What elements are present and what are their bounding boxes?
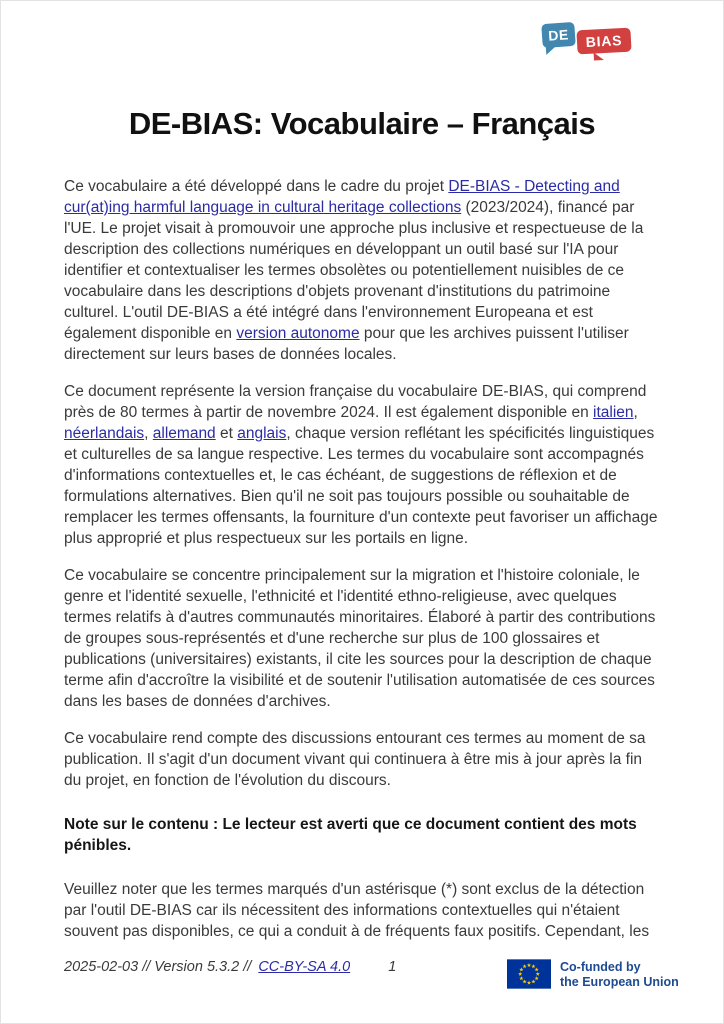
text-run: , [144, 425, 153, 442]
inline-link[interactable]: version autonome [236, 325, 360, 342]
page-title: DE-BIAS: Vocabulaire – Français [128, 106, 596, 141]
logo-de-text: DE [547, 26, 570, 44]
text-run: , [633, 404, 638, 421]
paragraph-project-intro [64, 176, 660, 365]
logo-bias-text: BIAS [585, 32, 623, 50]
paragraph-french-version [64, 381, 660, 549]
eu-badge-line2: the European Union [560, 975, 679, 989]
eu-badge-line1: Co-funded by [560, 960, 641, 974]
logo-de-bubble [541, 22, 576, 48]
text-run: et [215, 425, 238, 442]
text-run: Ce vocabulaire se concentre principalement sur la migration et l'histoire coloniale, le genre et l'identité sexuelle, l'ethnicité et l'identité ethno-religieuse, avec quelques termes relatifs à d'autres communautés minoritaires. Élaboré à partir des contributions de groupes sous-représentés et d'une recherche sur plus de 100 glossaires et publications (universitaires) existants, il cite les sources pour la description de chaque terme afin d'accroître la visibilité et de soutenir l'utilisation automatisée de ces sources dans les bases de données d'archives. [64, 567, 656, 710]
text-run: Ce document représente la version française du vocabulaire DE-BIAS, qui comprend près de 80 termes à partir de novembre 2024. Il est également disponible en [64, 383, 647, 421]
page-footer [64, 959, 396, 975]
inline-link[interactable]: néerlandais [64, 425, 145, 442]
text-run: (2023/2024), financé par l'UE. Le projet visait à promouvoir une approche plus inclusive et respectueuse de la description des collections numériques en développant un outil basé sur l'IA pour identifier et contextualiser les termes obsolètes ou potentiellement nuisibles de ce vocabulaire dans les descriptions d'objets provenant d'institutions du patrimoine culturel. L'outil DE-BIAS a été intégré dans l'environnement Europeana et est également disponible en [64, 199, 644, 342]
text-run: Ce vocabulaire rend compte des discussions entourant ces termes au moment de sa publication. Il s'agit d'un document vivant qui continuera à être mis à jour après la fin du projet, en fonction de l'évolution du discours. [64, 730, 646, 789]
license-link[interactable]: CC-BY-SA 4.0 [258, 959, 351, 975]
eu-funding-badge [507, 959, 679, 990]
document-body [64, 176, 660, 942]
bold-text: Note sur le contenu : Le lecteur est averti que ce document contient des mots pénibles. [64, 816, 637, 854]
inline-link[interactable]: anglais [237, 425, 287, 442]
paragraph-asterisk-note [64, 879, 660, 942]
eu-flag-icon [507, 959, 551, 989]
text-run: Veuillez noter que les termes marqués d'un astérisque (*) sont exclus de la détection par l'outil DE-BIAS car ils nécessitent des informations contextuelles qui n'étaient souvent pas disponibles, ce qui a conduit à de fréquents faux positifs. Cependant, les [64, 881, 650, 940]
paragraph-scope [64, 565, 660, 712]
de-bias-logo [542, 21, 642, 63]
footer-date-version: 2025-02-03 // Version 5.3.2 // [64, 959, 252, 975]
text-run: Ce vocabulaire a été développé dans le cadre du projet [64, 178, 449, 195]
text-run: pour que les archives puissent l'utiliser directement sur leurs bases de données locales. [64, 325, 629, 363]
text-run: , chaque version reflétant les spécificités linguistiques et culturelles de sa langue respective. Les termes du vocabulaire sont accompagnés d'informations contextuelles et, le cas échéant, de suggestions de réflexion et de formulations alternatives. Bien qu'il ne soit pas toujours possible ou souhaitable de remplacer les termes offensants, la fourniture d'un contexte peut favoriser un affichage plus approprié et plus respectueux sur les portails en ligne. [64, 425, 658, 547]
eu-badge-text [560, 959, 679, 990]
inline-link[interactable]: allemand [152, 425, 216, 442]
content-warning-note [64, 814, 660, 856]
inline-link[interactable]: italien [593, 404, 634, 421]
inline-link[interactable]: DE-BIAS - Detecting and cur(at)ing harmful language in cultural heritage collections [64, 178, 620, 216]
paragraph-living-document [64, 728, 660, 791]
logo-bias-bubble [576, 28, 631, 55]
page-number: 1 [388, 959, 397, 975]
